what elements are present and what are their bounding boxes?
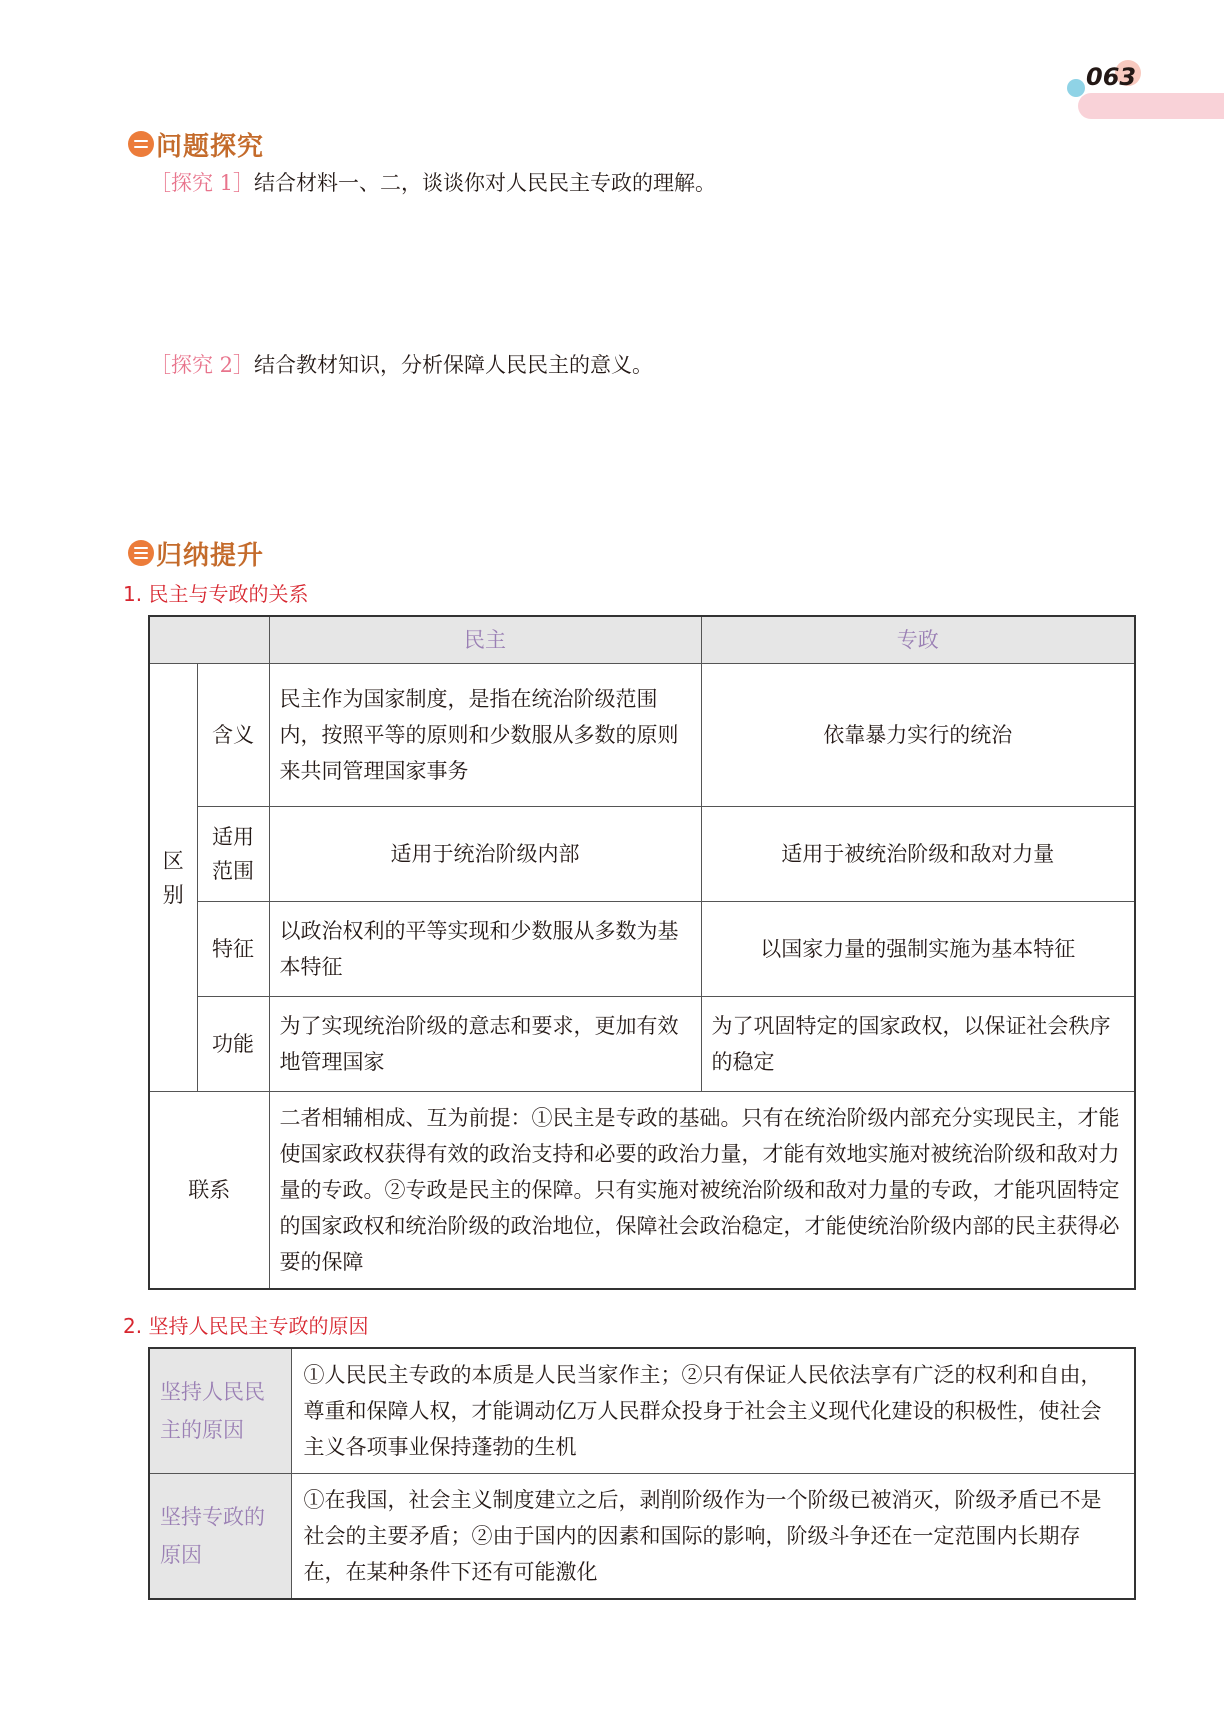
democracy-dictatorship-table xyxy=(148,615,1136,1290)
question-tag: ［探究 1］ xyxy=(150,171,255,195)
link-label: 联系 xyxy=(149,1092,269,1290)
reason-text: ①人民民主专政的本质是人民当家作主；②只有保证人民依法享有广泛的权利和自由，尊重和保障人权，才能调动亿万人民群众投身于社会主义现代化建设的积极性，使社会主义各项事业保持蓬勃的生机 xyxy=(291,1348,1135,1474)
page-number-dot-blue xyxy=(1067,79,1085,97)
header-democracy: 民主 xyxy=(269,616,701,664)
dictatorship-cell: 以国家力量的强制实施为基本特征 xyxy=(701,902,1135,997)
democracy-cell: 以政治权利的平等实现和少数服从多数为基本特征 xyxy=(269,902,701,997)
table-row xyxy=(149,664,1135,807)
table-row-link xyxy=(149,1092,1135,1290)
row-label-text: 适用范围 xyxy=(212,825,254,883)
table-row xyxy=(149,1474,1135,1600)
row-label: 含义 xyxy=(197,664,269,807)
section-three-icon xyxy=(128,540,154,566)
table-row xyxy=(149,807,1135,902)
page-number: 063 xyxy=(1086,63,1137,91)
question-text: 结合材料一、二，谈谈你对人民民主专政的理解。 xyxy=(254,171,717,195)
reason-text: ①在我国，社会主义制度建立之后，剥削阶级作为一个阶级已被消灭，阶级矛盾已不是社会的主要矛盾；②由于国内的因素和国际的影响，阶级斗争还在一定范围内长期存在，在某种条件下还有可能激化 xyxy=(291,1474,1135,1600)
header-dictatorship: 专政 xyxy=(701,616,1135,664)
reasons-table xyxy=(148,1347,1136,1600)
row-label: 功能 xyxy=(197,997,269,1092)
header-blank-cell xyxy=(149,616,269,664)
table-row xyxy=(149,997,1135,1092)
democracy-cell: 民主作为国家制度，是指在统治阶级范围内，按照平等的原则和少数服从多数的原则来共同管理国家事务 xyxy=(269,664,701,807)
group-label-difference xyxy=(149,664,197,1092)
question-tag: ［探究 2］ xyxy=(150,353,255,377)
table-header-row xyxy=(149,616,1135,664)
group-label-text: 区别 xyxy=(162,848,184,907)
reason-label: 坚持人民民主的原因 xyxy=(149,1348,291,1474)
subheading-relationship: 1. 民主与专政的关系 xyxy=(123,582,309,606)
question-text: 结合教材知识，分析保障人民民主的意义。 xyxy=(254,353,654,377)
dictatorship-cell: 为了巩固特定的国家政权，以保证社会秩序的稳定 xyxy=(701,997,1135,1092)
section-heading-inquiry xyxy=(128,127,264,161)
question-2 xyxy=(150,350,653,380)
row-label: 特征 xyxy=(197,902,269,997)
link-cell: 二者相辅相成、互为前提：①民主是专政的基础。只有在统治阶级内部充分实现民主，才能使国家政权获得有效的政治支持和必要的政治力量，才能有效地实施对被统治阶级和敌对力量的专政。②专政是民主的保障。只有实施对被统治阶级和敌对力量的专政，才能巩固特定的国家政权和统治阶级的政治地位，保障社会政治稳定，才能使统治阶级内部的民主获得必要的保障 xyxy=(269,1092,1135,1290)
page-number-bar xyxy=(1078,93,1224,119)
democracy-cell: 适用于统治阶级内部 xyxy=(269,807,701,902)
dictatorship-cell: 依靠暴力实行的统治 xyxy=(701,664,1135,807)
row-label xyxy=(197,807,269,902)
section-title: 问题探究 xyxy=(156,131,265,162)
section-heading-summary xyxy=(128,536,264,570)
subheading-reasons: 2. 坚持人民民主专政的原因 xyxy=(123,1314,369,1338)
question-1 xyxy=(150,168,716,198)
democracy-cell: 为了实现统治阶级的意志和要求，更加有效地管理国家 xyxy=(269,997,701,1092)
dictatorship-cell: 适用于被统治阶级和敌对力量 xyxy=(701,807,1135,902)
reason-label: 坚持专政的原因 xyxy=(149,1474,291,1600)
table-row xyxy=(149,1348,1135,1474)
section-title: 归纳提升 xyxy=(156,540,265,571)
table-row xyxy=(149,902,1135,997)
section-two-icon xyxy=(128,131,154,157)
